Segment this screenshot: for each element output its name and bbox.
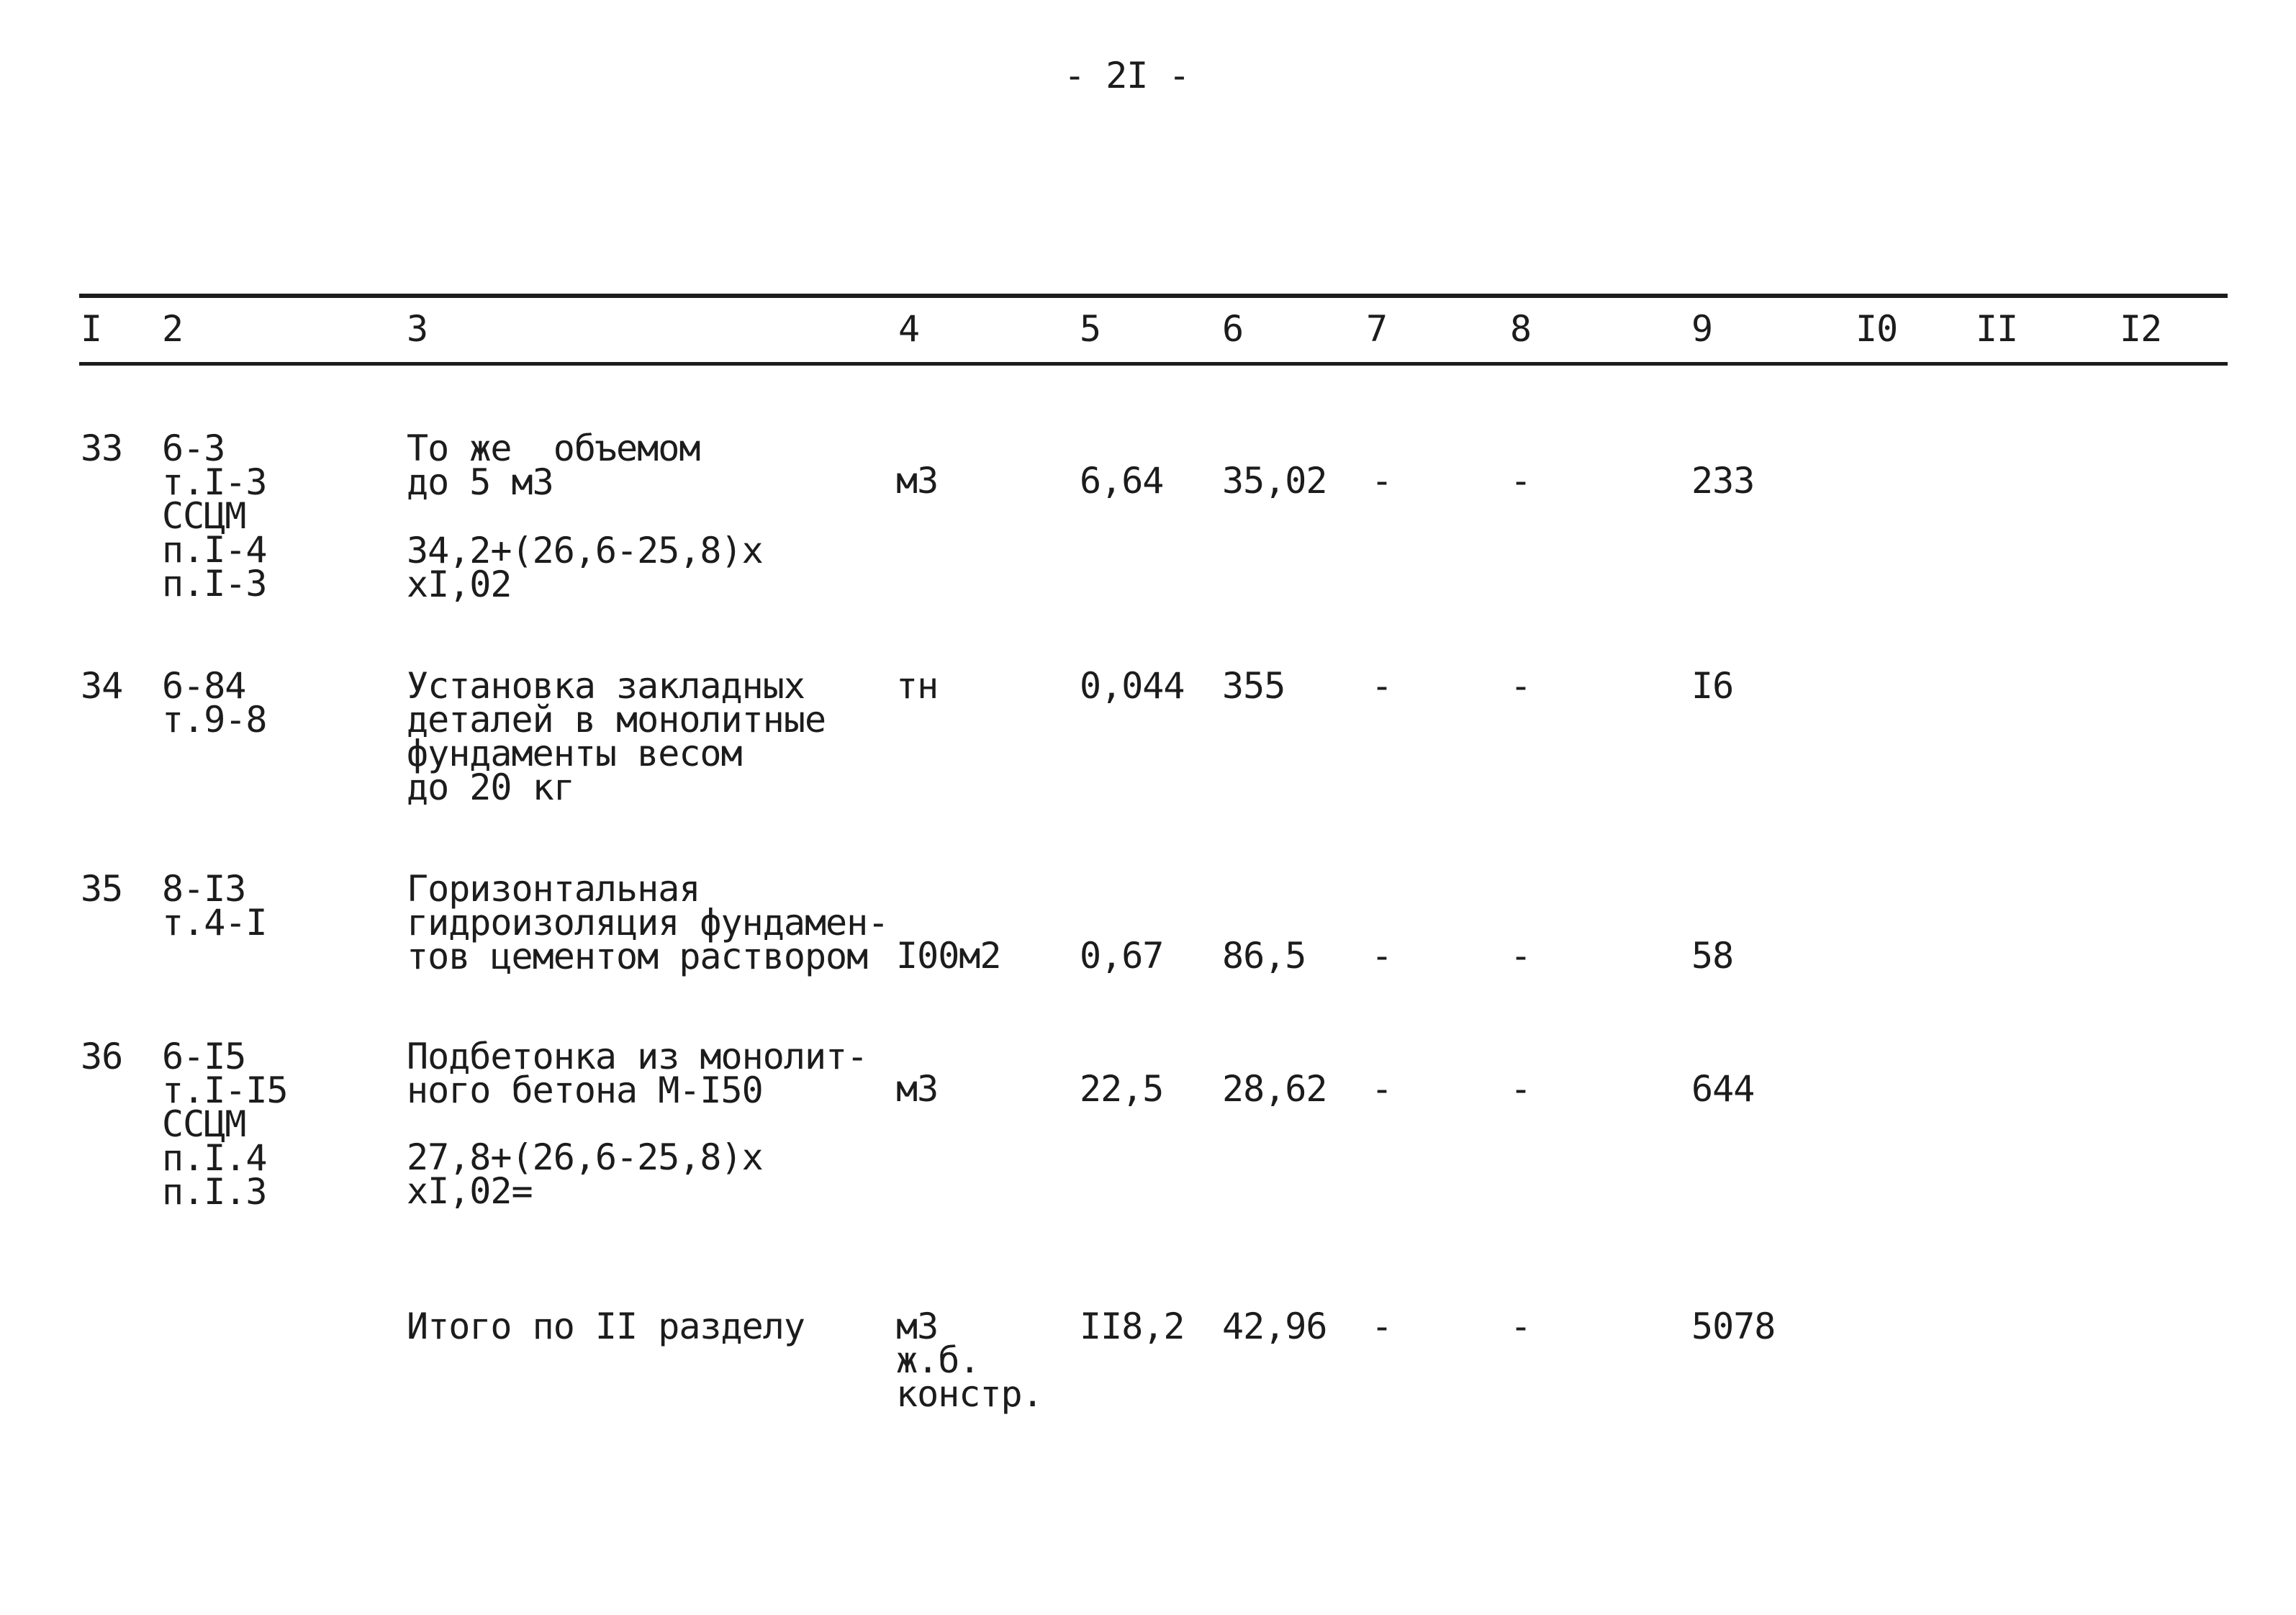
col-7-value: - [1371,665,1393,707]
header-col-5: 5 [1080,308,1101,350]
norm-code: 6-I5 т.I-I5 ССЦМ п.I.4 п.I.3 [162,1036,288,1213]
quantity: 0,044 [1080,665,1185,707]
quantity: 0,67 [1080,935,1164,977]
header-col-8: 8 [1510,308,1532,350]
total-unit-price: 42,96 [1222,1306,1327,1347]
col-7-value: - [1371,460,1393,502]
header-col-3: 3 [407,308,428,350]
col-8-value: - [1510,1068,1532,1110]
unit: м3 [896,1068,939,1110]
work-description: Установка закладных деталей в монолитные фундаменты весом до 20 кг [407,665,826,808]
quantity: 22,5 [1080,1068,1164,1110]
header-col-6: 6 [1222,308,1244,350]
header-col-4: 4 [898,308,920,350]
unit-price: 28,62 [1222,1068,1327,1110]
unit-price: 35,02 [1222,460,1327,502]
work-description: То же объемом до 5 м3 [407,428,700,503]
unit-price: 355 [1222,665,1285,707]
col-8-value: - [1510,935,1532,977]
row-number: 35 [81,868,123,910]
header-col-12: I2 [2120,308,2162,350]
col-8-value: - [1510,665,1532,707]
calculation-formula: 27,8+(26,6-25,8)x xI,02= [407,1136,763,1212]
total-cost-sum: 5078 [1691,1306,1776,1347]
work-description: Подбетонка из монолит- ного бетона М-I50 [407,1036,868,1111]
total-cost: I6 [1691,665,1734,707]
unit: тн [896,665,939,707]
unit: I00м2 [896,935,1001,977]
row-number: 36 [81,1036,123,1077]
work-description: Горизонтальная гидроизоляция фундамен- тов цементом раствором [407,868,889,977]
col-7-value: - [1371,1068,1393,1110]
table-header-rule [79,362,2228,366]
header-col-2: 2 [162,308,184,350]
unit: м3 [896,460,939,502]
total-label: Итого по II разделу [407,1306,805,1347]
total-cost: 233 [1691,460,1755,502]
quantity: 6,64 [1080,460,1164,502]
unit-price: 86,5 [1222,935,1306,977]
total-col-7-value: - [1371,1306,1393,1347]
col-8-value: - [1510,460,1532,502]
total-quantity: II8,2 [1080,1306,1185,1347]
norm-code: 8-I3 т.4-I [162,868,267,944]
total-unit: м3 ж.б. констр. [896,1306,1043,1415]
row-number: 34 [81,665,123,707]
norm-code: 6-84 т.9-8 [162,665,267,741]
page-number: - 2I - [1064,55,1190,96]
header-col-1: I [81,308,102,350]
header-col-7: 7 [1366,308,1388,350]
total-col-8-value: - [1510,1306,1532,1347]
row-number: 33 [81,428,123,469]
header-col-10: I0 [1856,308,1898,350]
norm-code: 6-3 т.I-3 ССЦМ п.I-4 п.I-3 [162,428,267,605]
total-cost: 644 [1691,1068,1755,1110]
header-col-9: 9 [1691,308,1713,350]
calculation-formula: 34,2+(26,6-25,8)x xI,02 [407,530,763,605]
header-col-11: II [1976,308,2018,350]
col-7-value: - [1371,935,1393,977]
total-cost: 58 [1691,935,1734,977]
table-top-rule [79,294,2228,298]
